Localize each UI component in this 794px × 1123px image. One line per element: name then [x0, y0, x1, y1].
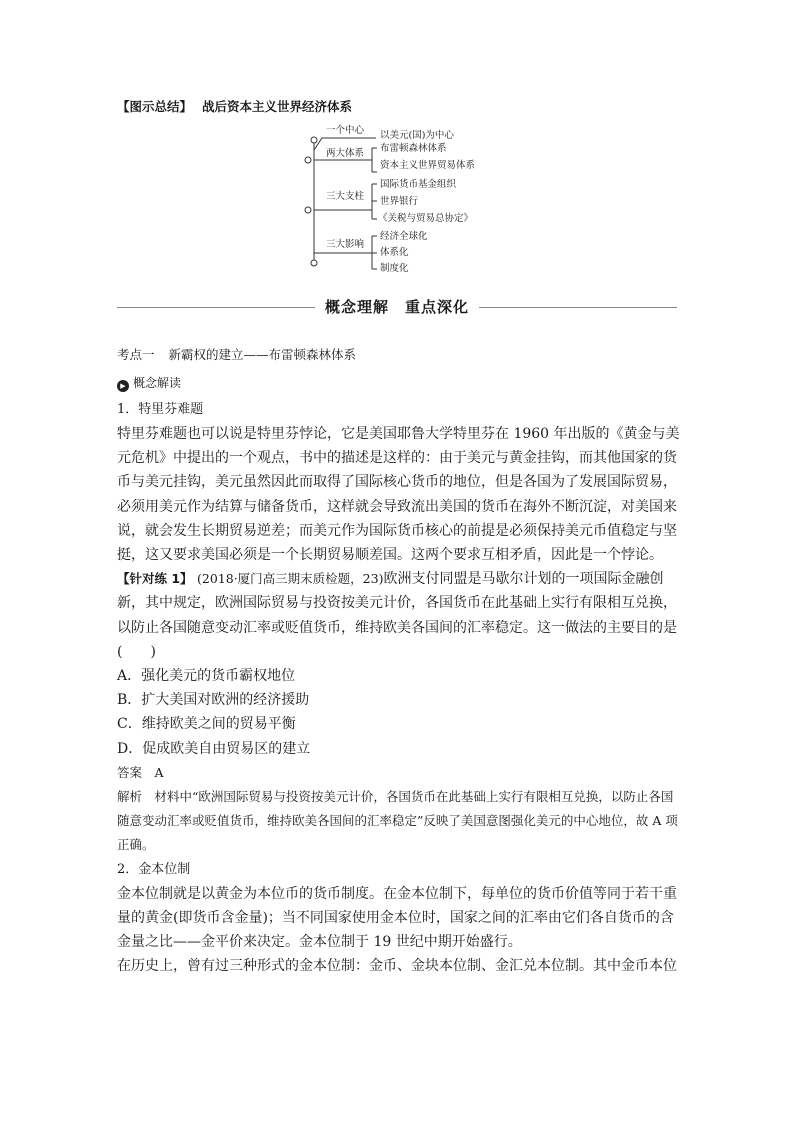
summary-tag: 【图示总结】 [117, 99, 193, 114]
play-icon: ▶ [117, 380, 129, 392]
branch-label-systems: 两大体系 [326, 148, 365, 159]
option-a: A．强化美元的货币霸权地位 [117, 668, 296, 685]
option-c: C．维持欧美之间的贸易平衡 [117, 716, 296, 733]
section-title: 概念理解 重点深化 [324, 298, 469, 316]
analysis-row [117, 785, 682, 858]
branch-item: 以美元(国)为中心 [380, 130, 454, 141]
point2-paragraph1: 金本位制就是以黄金为本位币的货币制度。在金本位制下，每单位的货币价值等同于若干重量的黄金(即货币含金量)；当不同国家使用金本位时，国家之间的汇率由它们各自货币的含金量之比——金平价来决定。金本位制于 19 世纪中期开始盛行。 [117, 885, 677, 951]
kaodian-label: 考点一 [117, 347, 155, 362]
point2-paragraph2: 在历史上，曾有过三种形式的金本位制：金币、金块本位制、金汇兑本位制。其中金币本位 [117, 958, 677, 975]
branch-item: 资本主义世界贸易体系 [380, 160, 476, 171]
exercise-source: (2018·厦门高三期末质检题，23) [197, 571, 384, 587]
divider-line-right [479, 307, 677, 308]
exercise-question: 欧洲支付同盟是马歇尔计划的一项国际金融创新，其中规定，欧洲国际贸易与投资按美元计价，各国货币在此基础上实行有限相互兑换，以防止各国随意变动汇率或贬值货币，维持欧美各国间的汇率稳定。这一做法的主要目的是( ) [117, 571, 677, 660]
point1-paragraph: 特里芬难题也可以说是特里芬悖论，它是美国耶鲁大学特里芬在 1960 年出版的《黄金与美元危机》中提出的一个观点，书中的描述是这样的：由于美元与黄金挂钩，而其他国家的货币与美元挂钩，美元虽然因此而取得了国际核心货币的地位，但是各国为了发展国际贸易，必须用美元作为结算与储备货币，这样就会导致流出美国的货币在海外不断沉淀，对美国来说，就会发生长期贸易逆差；而美元作为国际货币核心的前提是必须保持美元币值稳定与坚挺，这又要求美国必须是一个长期贸易顺差国。这两个要求互相矛盾，因此是一个悖论。 [117, 426, 680, 564]
option-b: B．扩大美国对欧洲的经济援助 [117, 692, 310, 709]
answer-label: 答案 [117, 764, 143, 780]
branch-item: 世界银行 [380, 196, 419, 207]
branch-item: 国际货币基金组织 [380, 179, 457, 190]
section-divider [117, 296, 677, 318]
trunk-node-bottom [311, 260, 317, 266]
kaodian-title: 新霸权的建立——布雷顿森林体系 [168, 347, 357, 362]
trunk-node-top [311, 137, 317, 143]
branch-item: 制度化 [380, 263, 409, 274]
option-d: D．促成欧美自由贸易区的建立 [117, 740, 311, 757]
branch-item: 经济全球化 [380, 231, 428, 242]
summary-title: 战后资本主义世界经济体系 [202, 99, 353, 114]
answer-value: A [154, 764, 164, 780]
branch-item: 《关税与贸易总协定》 [378, 213, 474, 224]
answer-row [117, 761, 682, 785]
analysis-label: 解析 [117, 789, 143, 805]
branch-label-impacts: 三大影响 [326, 239, 365, 250]
branch-label-center: 一个中心 [326, 125, 365, 136]
concept-label-row [117, 374, 181, 392]
analysis-text: 材料中“欧洲国际贸易与投资按美元计价，各国货币在此基础上实行有限相互兑换，以防止各国随意变动汇率或贬值货币，维持欧美各国间的汇率稳定”反映了美国意图强化美元的中心地位，故 A 项正确。 [117, 789, 678, 853]
point2-heading: 2．金本位制 [117, 861, 191, 877]
summary-header [117, 97, 352, 115]
branch-item: 体系化 [380, 247, 409, 258]
kaodian-heading [117, 345, 370, 363]
point1-heading: 1．特里芬难题 [117, 402, 204, 417]
concept-label: 概念解读 [133, 376, 182, 390]
exercise-tag: 【针对练 1】 [117, 571, 193, 587]
main-content [117, 398, 682, 978]
economic-system-diagram [300, 120, 600, 280]
exercise-question-block [117, 567, 682, 664]
branch-label-pillars: 三大支柱 [326, 191, 365, 202]
branch-item: 布雷顿森林体系 [380, 143, 447, 154]
